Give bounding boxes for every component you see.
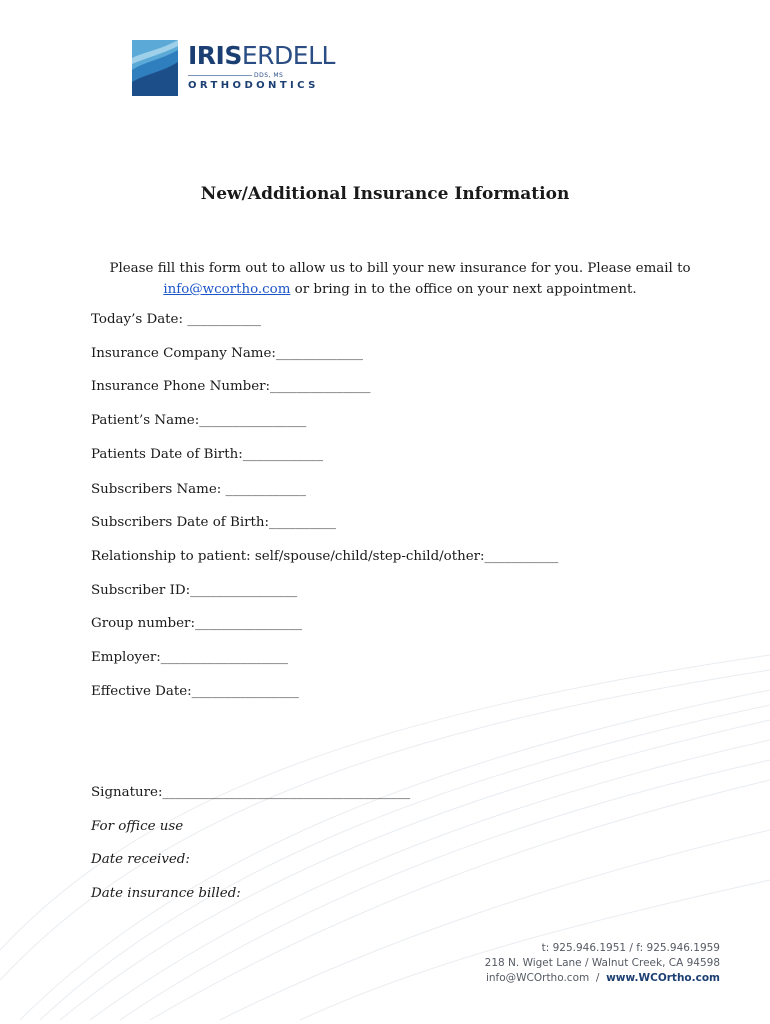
footer-email[interactable]: info@WCOrtho.com: [485, 972, 590, 984]
logo-credentials: DDS, MS: [254, 72, 284, 79]
patient-name-field[interactable]: Patient’s Name:________________: [91, 413, 307, 428]
office-use-heading: For office use: [91, 819, 184, 834]
footer-contact: [440, 941, 720, 986]
date-billed-label: Date insurance billed:: [91, 886, 241, 901]
relationship-field[interactable]: Relationship to patient: self/spouse/child/step-child/other:___________: [91, 549, 559, 564]
footer-phones: t: 925.946.1951 / f: 925.946.1959: [541, 942, 720, 954]
footer-separator: /: [589, 972, 607, 984]
logo-divider: [188, 75, 252, 76]
logo-subtitle: ORTHODONTICS: [188, 80, 319, 91]
intro-paragraph: [100, 258, 700, 300]
email-link[interactable]: info@wcortho.com: [163, 282, 291, 297]
footer-website[interactable]: www.WCOrtho.com: [606, 972, 720, 984]
page-title: New/Additional Insurance Information: [200, 184, 570, 204]
date-received-label: Date received:: [91, 852, 190, 867]
logo-emblem-icon: [132, 40, 178, 96]
patient-dob-field[interactable]: Patients Date of Birth:____________: [91, 447, 324, 462]
footer-address: 218 N. Wiget Lane / Walnut Creek, CA 94598: [484, 957, 720, 969]
intro-line-1: Please fill this form out to allow us to bill your new insurance for you. Please email to: [109, 261, 691, 276]
insurance-company-field[interactable]: Insurance Company Name:_____________: [91, 346, 363, 361]
subscriber-name-field[interactable]: Subscribers Name: ____________: [91, 482, 306, 497]
effective-date-field[interactable]: Effective Date:________________: [91, 684, 299, 699]
signature-field[interactable]: Signature:_____________________________________: [91, 785, 411, 800]
employer-field[interactable]: Employer:___________________: [91, 650, 289, 665]
logo-name-light: ERDELL: [241, 41, 335, 70]
todays-date-field[interactable]: Today’s Date: ___________: [91, 312, 261, 327]
group-number-field[interactable]: Group number:________________: [91, 616, 303, 631]
subscriber-dob-field[interactable]: Subscribers Date of Birth:__________: [91, 515, 337, 530]
insurance-phone-field[interactable]: Insurance Phone Number:_______________: [91, 379, 371, 394]
logo-name-bold: IRIS: [188, 41, 242, 70]
subscriber-id-field[interactable]: Subscriber ID:________________: [91, 583, 298, 598]
intro-line-2: or bring in to the office on your next appointment.: [290, 282, 637, 297]
